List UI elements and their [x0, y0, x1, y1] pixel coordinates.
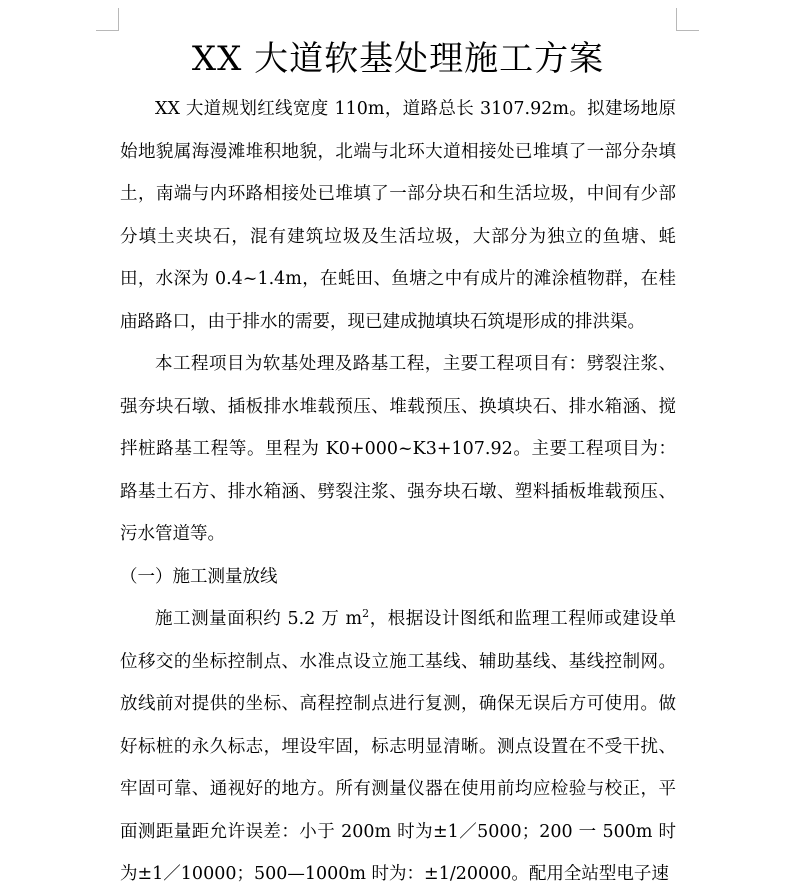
document-title: XX 大道软基处理施工方案 — [191, 39, 605, 79]
survey-text-part1: 施工测量面积约 5.2 万 m — [155, 609, 363, 629]
paragraph-survey-details — [120, 598, 676, 896]
survey-text-part2: ，根据设计图纸和监理工程师或建设单位移交的坐标控制点、水准点设立施工基线、辅助基线、基线控制网。放线前对提供的坐标、高程控制点进行复测，确保无误后方可使用。做好标桩的永久标志，埋设牢固，标志明显清晰。测点设置在不受干扰、牢固可靠、通视好的地方。所有测量仪器在使用前均应检验与校正，平面测距量距允许误差：小于 200m 时为±1／5000；200 一 500m 时为±1／10000；500—1000m 时为：±1/20000。配用全站型电子速 — [120, 609, 676, 884]
document-body — [120, 36, 676, 896]
crop-mark-top-right — [676, 8, 699, 31]
crop-mark-top-left — [96, 8, 119, 31]
paragraph-project-scope: 本工程项目为软基处理及路基工程，主要工程项目有：劈裂注浆、强夯块石墩、插板排水堆载预压、堆载预压、换填块石、排水箱涵、搅拌桩路基工程等。里程为 K0+000~K3+107.92。主要工程项目为：路基土石方、排水箱涵、劈裂注浆、强夯块石墩、塑料插板堆载预压、污水管道等。 — [120, 354, 676, 544]
paragraph-site-overview: XX 大道规划红线宽度 110m，道路总长 3107.92m。拟建场地原始地貌属海漫滩堆积地貌，北端与北环大道相接处已堆填了一部分杂填土，南端与内环路相接处已堆填了一部分块石和生活垃圾，中间有少部分填土夹块石，混有建筑垃圾及生活垃圾，大部分为独立的鱼塘、蚝田，水深为 0.4~1.4m，在蚝田、鱼塘之中有成片的滩涂植物群，在桂庙路路口，由于排水的需要，现已建成抛填块石筑堤形成的排洪渠。 — [120, 99, 676, 332]
section-heading-survey: （一）施工测量放线 — [120, 566, 278, 587]
superscript-2: 2 — [362, 607, 370, 621]
